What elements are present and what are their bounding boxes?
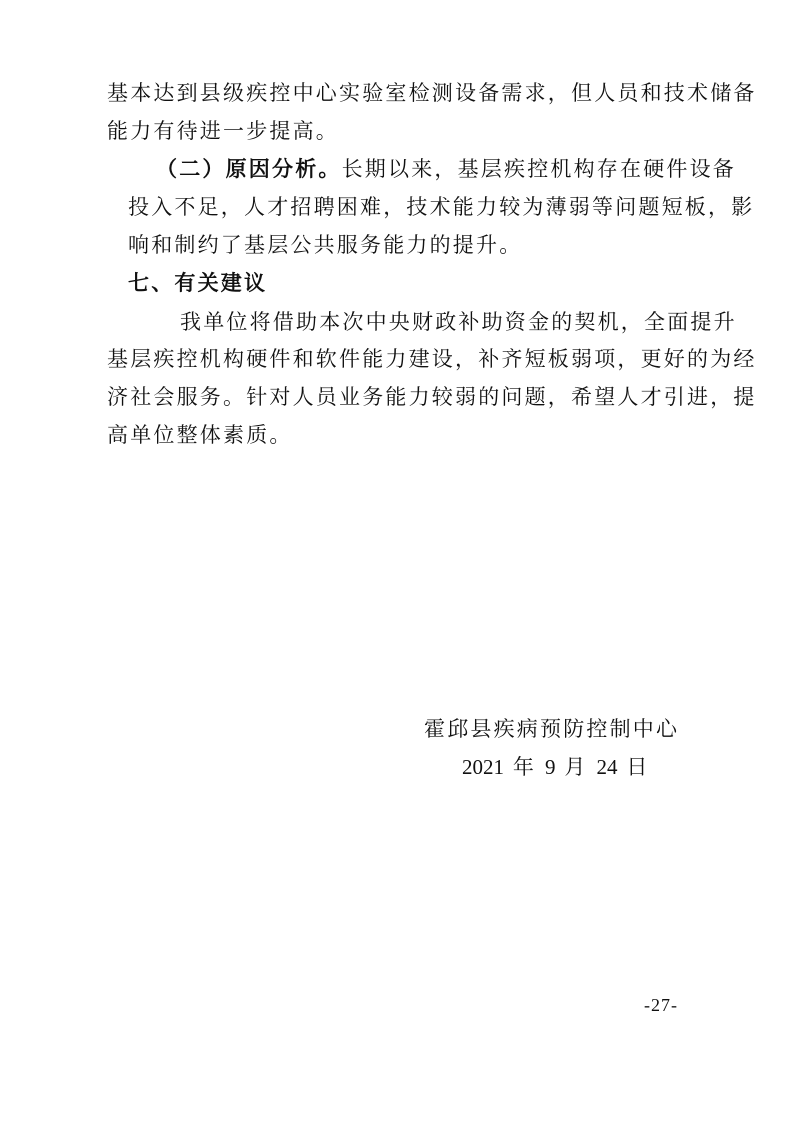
body-text-line: 能力有待进一步提高。 xyxy=(107,119,339,143)
date-year-unit: 年 xyxy=(512,755,537,779)
body-text: 长期以来，基层疾控机构存在硬件设备 xyxy=(341,157,737,181)
paragraph-line xyxy=(156,155,736,183)
body-text-line: 高单位整体素质。 xyxy=(107,423,293,447)
signature-organization: 霍邱县疾病预防控制中心 xyxy=(424,717,680,741)
date-month-unit: 月 xyxy=(564,755,588,779)
subsection-heading: （二）原因分析。 xyxy=(156,157,342,181)
body-text-line: 响和制约了基层公共服务能力的提升。 xyxy=(128,233,523,257)
date-day-unit: 日 xyxy=(626,755,650,779)
date-month: 9 xyxy=(544,755,556,779)
body-text-line: 基本达到县级疾控中心实验室检测设备需求，但人员和技术储备 xyxy=(107,81,757,105)
body-text-line: 投入不足，人才招聘困难，技术能力较为薄弱等问题短板，影 xyxy=(128,195,755,219)
body-text-line: 我单位将借助本次中央财政补助资金的契机，全面提升 xyxy=(180,310,737,334)
page-number: -27- xyxy=(644,995,678,1015)
section-heading: 七、有关建议 xyxy=(128,271,268,295)
body-text-line: 济社会服务。针对人员业务能力较弱的问题，希望人才引进，提 xyxy=(107,385,757,409)
date-day: 24 xyxy=(596,755,618,779)
body-text-line: 基层疾控机构硬件和软件能力建设，补齐短板弱项，更好的为经 xyxy=(107,347,757,371)
date-year: 2021 xyxy=(462,755,504,779)
signature-date xyxy=(462,753,650,781)
